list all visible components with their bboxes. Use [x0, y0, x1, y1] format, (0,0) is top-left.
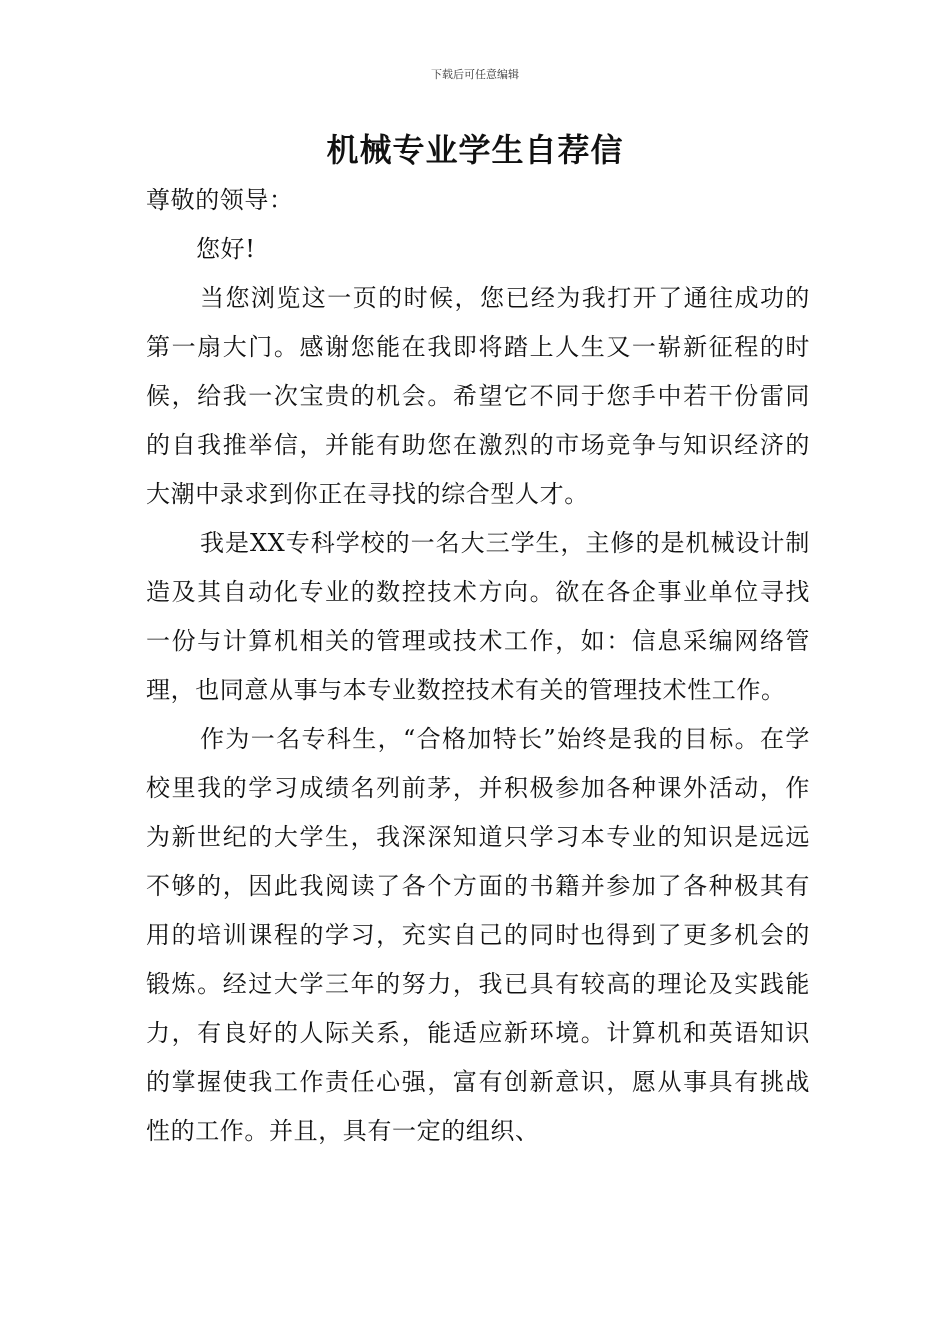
- hello-line: 您好!: [196, 235, 256, 263]
- page-title: 机械专业学生自荐信: [326, 131, 624, 169]
- letter-body: [146, 176, 810, 1156]
- paragraph-background: 我是XX专科学校的一名大三学生，主修的是机械设计制造及其自动化专业的数控技术方向。欲在各企事业单位寻找一份与计算机相关的管理或技术工作，如：信息采编网络管理，也同意从事与本专业数控技术有关的管理技术性工作。: [146, 529, 810, 704]
- paragraph-achievements: 作为一名专科生，“合格加特长”始终是我的目标。在学校里我的学习成绩名列前茅，并积极参加各种课外活动，作为新世纪的大学生，我深深知道只学习本专业的知识是远远不够的，因此我阅读了各个方面的书籍并参加了各种极其有用的培训课程的学习，充实自己的同时也得到了更多机会的锻炼。经过大学三年的努力，我已具有较高的理论及实践能力，有良好的人际关系，能适应新环境。计算机和英语知识的掌握使我工作责任心强，富有创新意识，愿从事具有挑战性的工作。并且，具有一定的组织、: [146, 725, 810, 1145]
- paragraph-intro: 当您浏览这一页的时候，您已经为我打开了通往成功的第一扇大门。感谢您能在我即将踏上人生又一崭新征程的时候，给我一次宝贵的机会。希望它不同于您手中若干份雷同的自我推举信，并能有助您在激烈的市场竞争与知识经济的大潮中录求到你正在寻找的综合型人才。: [146, 284, 810, 508]
- header-note: 下载后可任意编辑: [431, 68, 519, 81]
- salutation: 尊敬的领导：: [146, 186, 294, 214]
